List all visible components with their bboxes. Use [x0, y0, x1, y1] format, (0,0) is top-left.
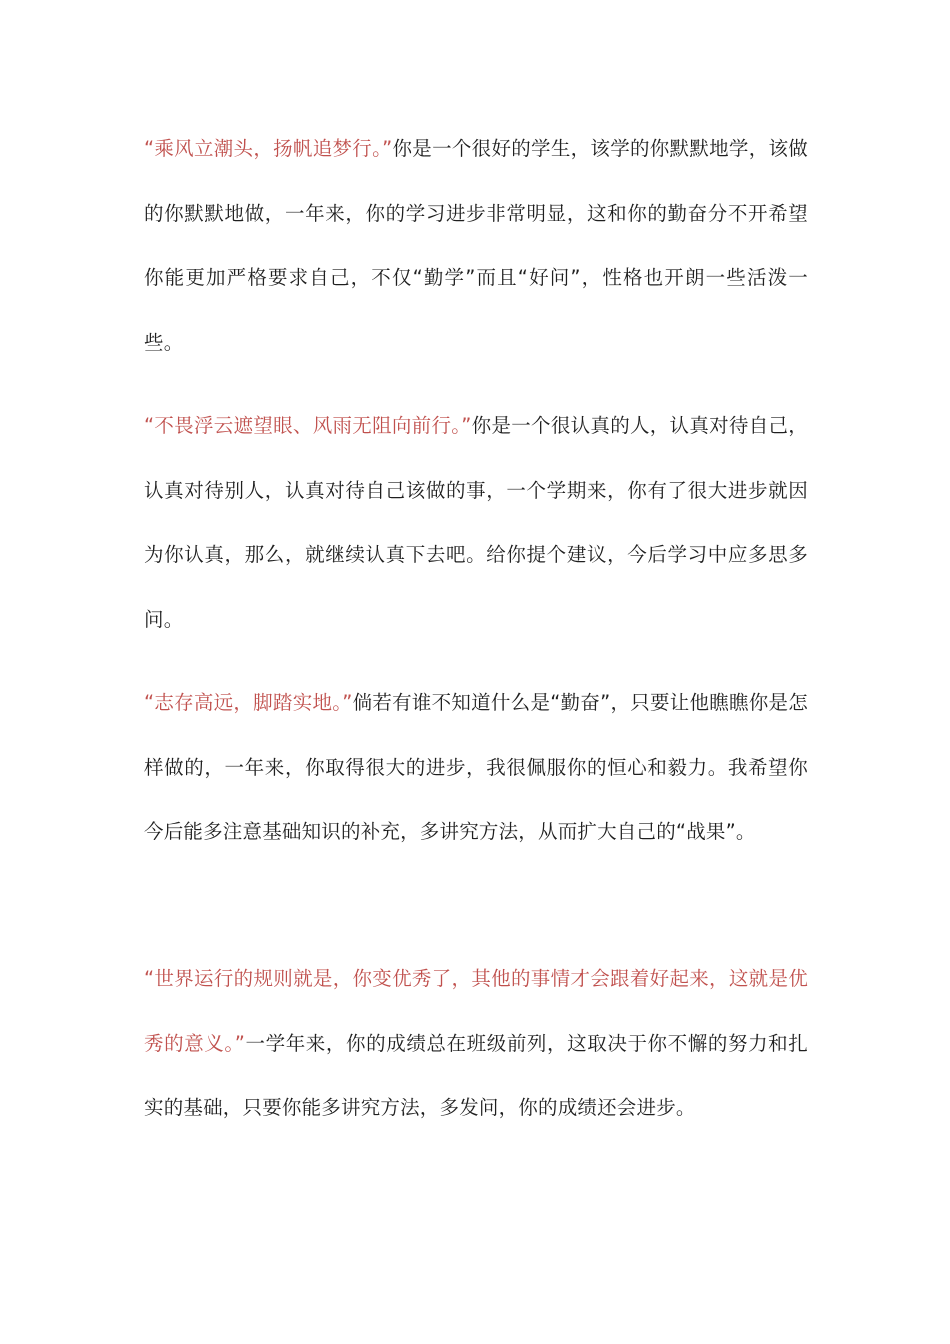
body-text-3: 倘若有谁不知道什么是“勤奋”，只要让他瞧瞧你是怎样做的，一年来，你取得很大的进步，我很佩服你的恒心和毅力。我希望你今后能多注意基础知识的补充，多讲究方法，从而扩大自己的“战果”。 — [144, 691, 808, 844]
quote-text-1: “乘风立潮头，扬帆追梦行。” — [144, 137, 393, 160]
quote-text-4: “世界运行的规则就是，你变优秀了，其他的事情才会跟着好起来，这就是优秀的意义。” — [144, 967, 808, 1055]
comment-paragraph-2 — [144, 394, 808, 653]
comment-paragraph-3 — [144, 671, 808, 865]
quote-text-3: “志存高远，脚踏实地。” — [144, 691, 353, 714]
comment-paragraph-4 — [144, 947, 808, 1141]
comment-paragraph-1 — [144, 117, 808, 376]
body-text-4: 一学年来，你的成绩总在班级前列，这取决于你不懈的努力和扎实的基础，只要你能多讲究方法，多发问，你的成绩还会进步。 — [144, 1031, 808, 1120]
body-text-2: 你是一个很认真的人，认真对待自己，认真对待别人，认真对待自己该做的事，一个学期来，你有了很大进步就因为你认真，那么，就继续认真下去吧。给你提个建议，今后学习中应多思多问。 — [144, 414, 808, 632]
body-text-1: 你是一个很好的学生，该学的你默默地学，该做的你默默地做，一年来，你的学习进步非常明显，这和你的勤奋分不开希望你能更加严格要求自己，不仅“勤学”而且“好问”，性格也开朗一些活泼一些。 — [144, 137, 808, 355]
quote-text-2: “不畏浮云遮望眼、风雨无阻向前行。” — [144, 414, 472, 437]
